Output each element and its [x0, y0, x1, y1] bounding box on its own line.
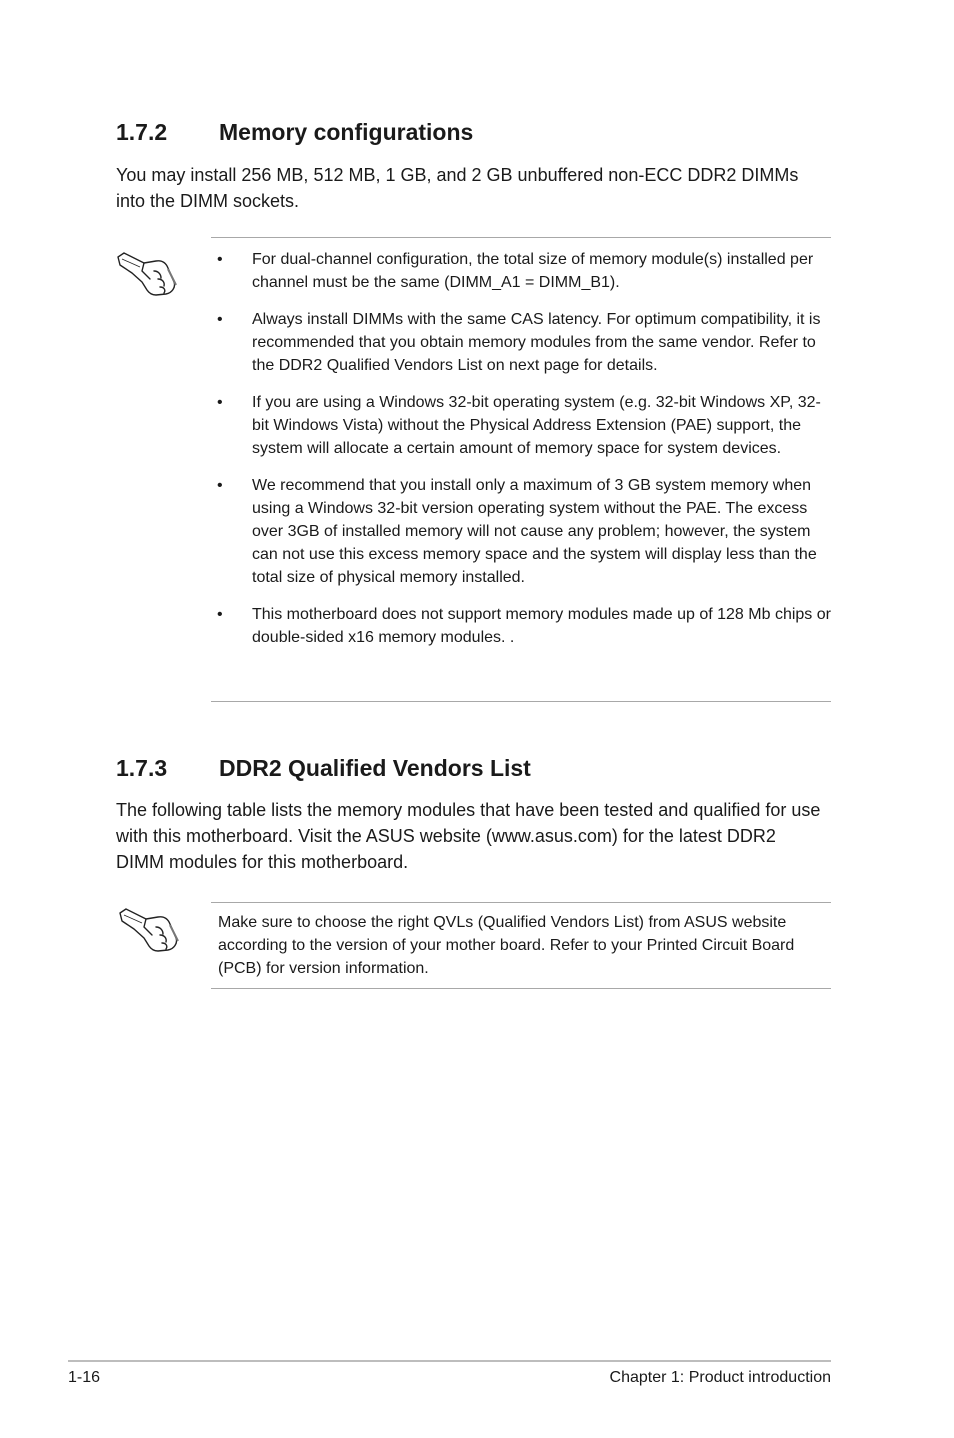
list-item [211, 391, 836, 460]
list-item-text: We recommend that you install only a maximum of 3 GB system memory when using a Windows 32-bit version operating system without the PAE. The excess over 3GB of installed memory will not cause any problem; however, the system can not use this excess memory space and the system will display less than the total size of physical memory installed. [252, 477, 817, 586]
bullet: • [217, 394, 223, 411]
list-item-text: Always install DIMMs with the same CAS latency. For optimum compatibility, it is recommended that you obtain memory modules from the same vendor. Refer to the DDR2 Qualified Vendors List on next page for details. [252, 311, 821, 374]
section-title: DDR2 Qualified Vendors List [219, 755, 531, 781]
list-item [211, 308, 836, 377]
hand-note-icon [116, 905, 182, 955]
list-item-text: For dual-channel configuration, the total size of memory module(s) installed per channel must be the same (DIMM_A1 = DIMM_B1). [252, 251, 814, 291]
footer-rule [68, 1360, 831, 1362]
list-item [211, 474, 836, 589]
section-heading-ddr2-qvl [116, 755, 531, 782]
list-item [211, 248, 836, 294]
hand-note-icon [114, 249, 180, 299]
bullet: • [217, 606, 223, 623]
note-bottom-rule [211, 988, 831, 989]
list-item-text: If you are using a Windows 32-bit operating system (e.g. 32-bit Windows XP, 32-bit Windows Vista) without the Physical Address Extension (PAE) support, the system will allocate a certain amount of memory space for system devices. [252, 394, 821, 457]
note-top-rule [211, 237, 831, 238]
page-number: 1-16 [68, 1369, 101, 1386]
section-title: Memory configurations [219, 119, 474, 145]
bullet: • [217, 477, 223, 494]
section-number: 1.7.3 [116, 755, 168, 781]
bullet: • [217, 311, 223, 328]
section-number: 1.7.2 [116, 119, 168, 145]
qvl-paragraph: The following table lists the memory modules that have been tested and qualified for use with this motherboard. Visit the ASUS website (www.asus.com) for the latest DDR2 DIMM modules for this motherboard. [116, 800, 821, 872]
list-item [211, 603, 836, 649]
note-top-rule [211, 902, 831, 903]
chapter-title: Chapter 1: Product introduction [609, 1369, 831, 1386]
note-bottom-rule [211, 701, 831, 702]
bullet: • [217, 251, 223, 268]
qvl-note-text: Make sure to choose the right QVLs (Qualified Vendors List) from ASUS website according to the version of your mother board. Refer to your Printed Circuit Board (PCB) for version information. [218, 914, 795, 977]
memory-config-paragraph: You may install 256 MB, 512 MB, 1 GB, and 2 GB unbuffered non-ECC DDR2 DIMMs into the DIMM sockets. [116, 165, 799, 211]
memory-notes-list [211, 248, 836, 663]
section-heading-memory-configurations [116, 119, 473, 146]
list-item-text: This motherboard does not support memory modules made up of 128 Mb chips or double-sided x16 memory modules. . [252, 606, 831, 646]
